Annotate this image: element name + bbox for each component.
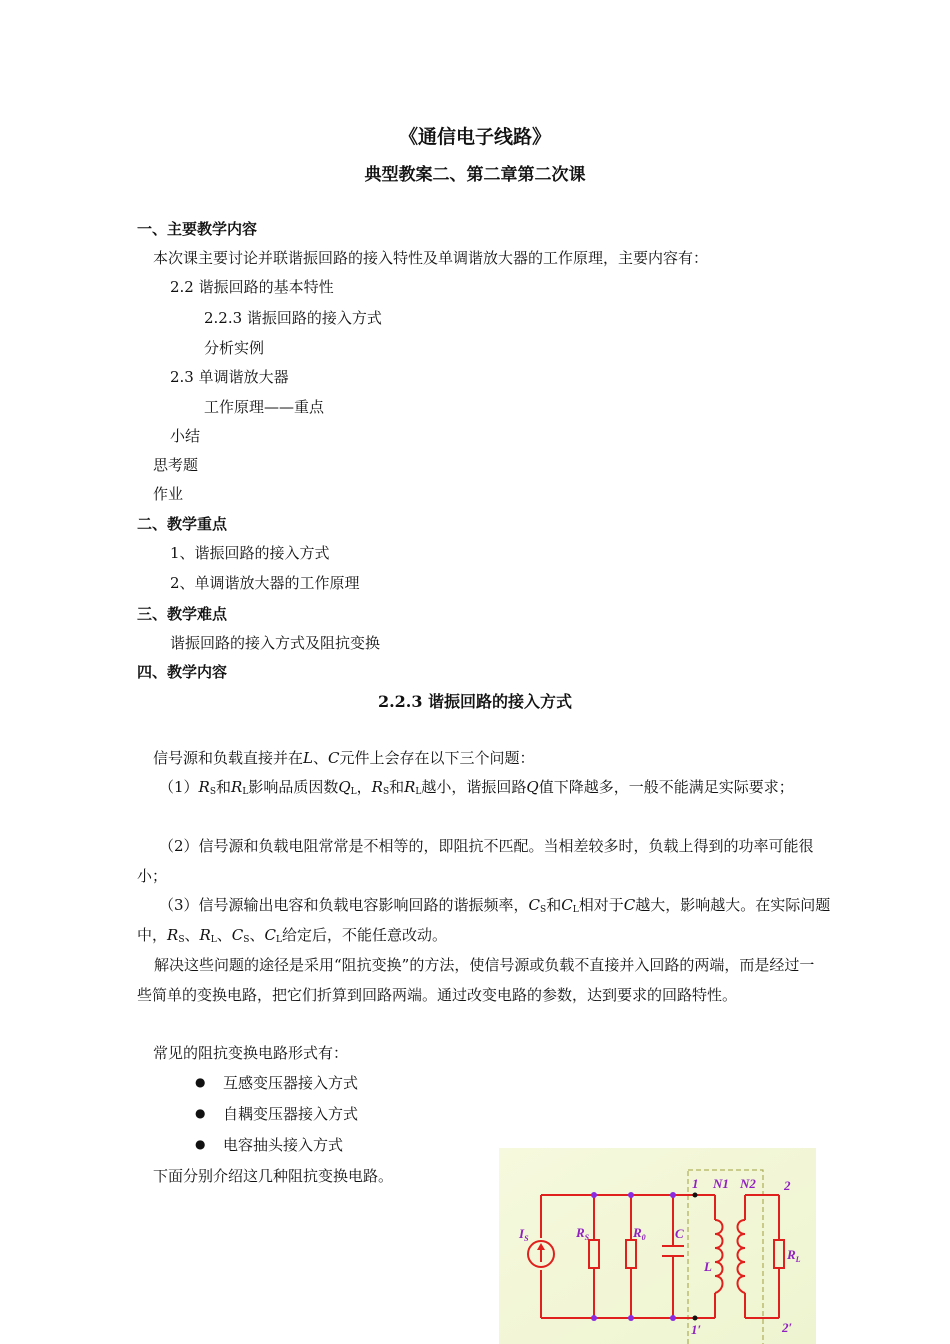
label-c: C	[675, 1226, 684, 1241]
outline-item: 2.2 谐振回路的基本特性	[170, 278, 334, 296]
problem-3: （3）信号源输出电容和负载电容影响回路的谐振频率，$C_S$和$C_L$相对于C越大，影响越大。在实际问题中，$R_S$、$R_L$、$C_S$、$C_L$给定后，不能任意改动。	[137, 896, 831, 945]
bullet-icon: ●	[195, 1106, 206, 1120]
bullet-icon: ●	[195, 1137, 206, 1151]
key-point-item: 2、单调谐放大器的工作原理	[170, 574, 360, 592]
outline-item: 2.2.3 谐振回路的接入方式	[204, 309, 382, 327]
label-is: $I_S$	[519, 1226, 529, 1243]
bullet-icon: ●	[195, 1075, 206, 1089]
common-forms-intro: 常见的阻抗变换电路形式有：	[153, 1044, 349, 1062]
section-heading-main-content: 一、主要教学内容	[137, 220, 258, 238]
outline-item: 作业	[153, 485, 184, 503]
bullet-item: 互感变压器接入方式	[223, 1074, 359, 1092]
problem-1: $(1)R_S$和$R_L$影响品质因数$Q_L$，$R_S$和$R_L$越小，谐振回路Q值下降越多，一般不能满足实际要求；	[159, 778, 794, 797]
label-terminal-2: 2	[784, 1178, 791, 1193]
content-heading: 2.2.3 谐振回路的接入方式	[377, 692, 573, 711]
label-n2: N2	[740, 1176, 756, 1191]
diagram-background	[499, 1148, 816, 1344]
outline-item: 分析实例	[204, 339, 265, 357]
outline-item: 2.3 单调谐放大器	[170, 368, 289, 386]
problem-2: （2）信号源和负载电阻常常是不相等的，即阻抗不匹配。当相差较多时，负载上得到的功率可能很小；	[137, 837, 814, 885]
section-heading-content: 四、教学内容	[137, 663, 228, 681]
bullet-item: 电容抽头接入方式	[223, 1136, 344, 1154]
label-l: L	[704, 1259, 712, 1274]
outline-item: 小结	[170, 427, 201, 445]
key-point-item: 1、谐振回路的接入方式	[170, 544, 330, 562]
solution-paragraph: 解决这些问题的途径是采用“阻抗变换”的方法，使信号源或负载不直接并入回路的两端，而是经过一些简单的变换电路，把它们折算到回路两端。通过改变电路的参数，达到要求的回路特性。	[137, 956, 815, 1004]
section-intro-text: 本次课主要讨论并联谐振回路的接入特性及单调谐放大器的工作原理，主要内容有：	[153, 249, 709, 267]
label-rs: $R_S$	[576, 1225, 590, 1242]
bullet-item: 自耦变压器接入方式	[223, 1105, 359, 1123]
section-heading-key-points: 二、教学重点	[137, 515, 228, 533]
label-terminal-1: 1	[692, 1176, 699, 1191]
label-terminal-1-prime: 1′	[691, 1322, 702, 1337]
closing-sentence: 下面分别介绍这几种阻抗变换电路。	[153, 1167, 394, 1185]
label-terminal-2-prime: 2′	[782, 1320, 793, 1335]
outline-item: 思考题	[153, 456, 199, 474]
document-title: 《通信电子线路》	[398, 126, 551, 148]
outline-item: 工作原理——重点	[204, 398, 325, 416]
difficulty-text: 谐振回路的接入方式及阻抗变换	[170, 634, 381, 652]
label-rl: $R_L$	[787, 1247, 801, 1264]
label-r0: $R_0$	[633, 1225, 646, 1242]
document-subtitle: 典型教案二、第二章第二次课	[364, 165, 586, 185]
circuit-diagram	[499, 1148, 816, 1344]
label-n1: N1	[713, 1176, 729, 1191]
content-intro: 信号源和负载直接并在L、C元件上会存在以下三个问题：	[153, 749, 535, 767]
section-heading-difficulties: 三、教学难点	[137, 605, 228, 623]
